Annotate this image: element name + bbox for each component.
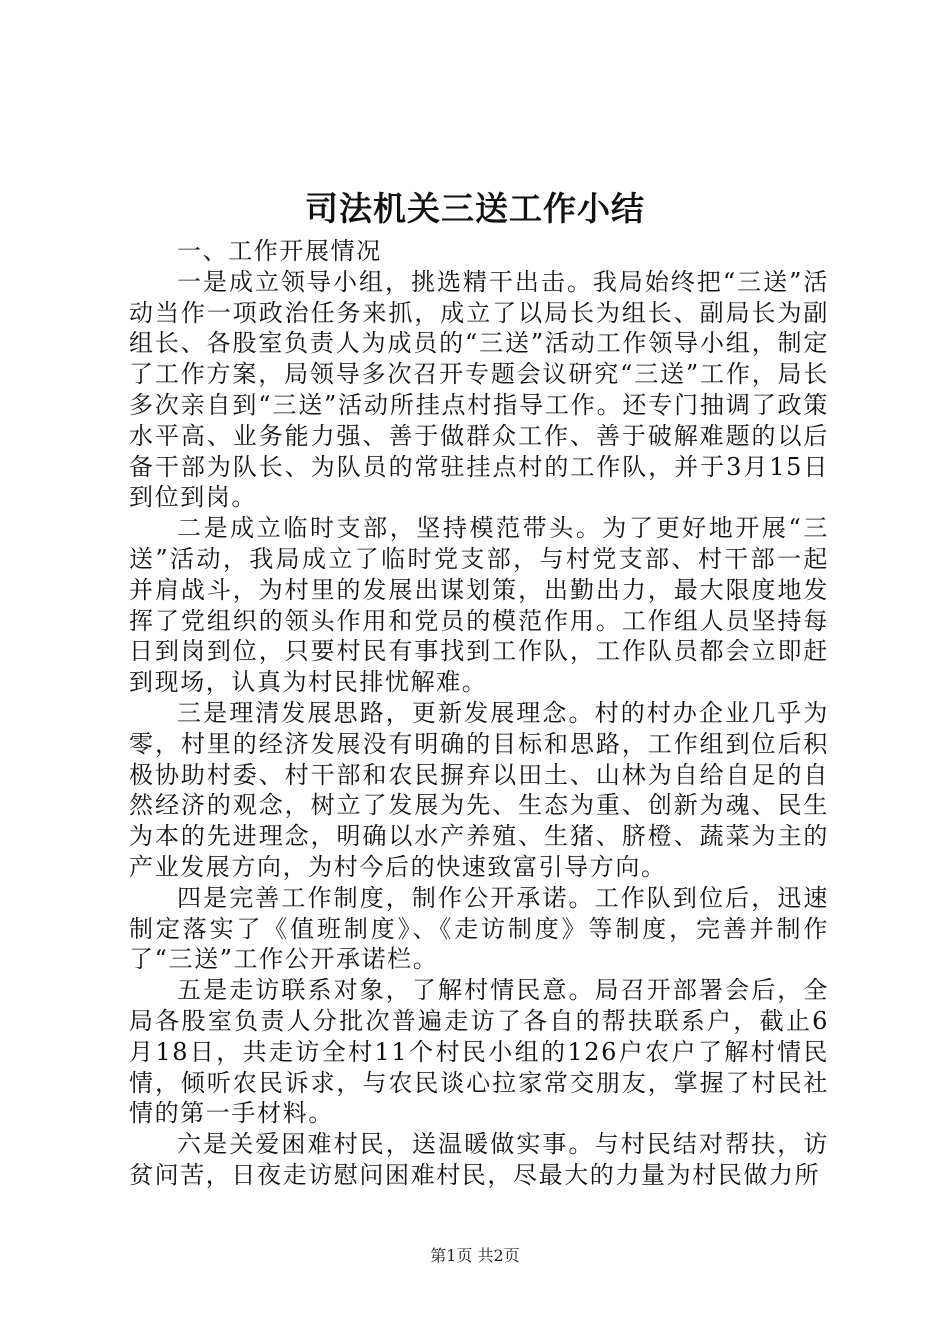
paragraph-6: 六是关爱困难村民，送温暖做实事。与村民结对帮扶，访贫问苦，日夜走访慰问困难村民，尽最大的力量为村民做力所 [129,1130,829,1189]
paragraph-3: 三是理清发展思路，更新发展理念。村的村办企业几乎为零，村里的经济发展没有明确的目标和思路，工作组到位后积极协助村委、村干部和农民摒弃以田土、山林为自给自足的自然经济的观念，树立了发展为先、生态为重、创新为魂、民生为本的先进理念，明确以水产养殖、生猪、脐橙、蔬菜为主的产业发展方向，为村今后的快速致富引导方向。 [129,698,829,881]
paragraph-5: 五是走访联系对象，了解村情民意。局召开部署会后，全局各股室负责人分批次普遍走访了各自的帮扶联系户，截止6月18日，共走访全村11个村民小组的126户农户了解村情民情，倾听农民诉求，与农民谈心拉家常交朋友，掌握了村民社情的第一手材料。 [129,976,829,1128]
paragraph-1: 一是成立领导小组，挑选精干出击。我局始终把“三送”活动当作一项政治任务来抓，成立了以局长为组长、副局长为副组长、各股室负责人为成员的“三送”活动工作领导小组，制定了工作方案，局领导多次召开专题会议研究“三送”工作，局长多次亲自到“三送”活动所挂点村指导工作。还专门抽调了政策水平高、业务能力强、善于做群众工作、善于破解难题的以后备干部为队长、为队员的常驻挂点村的工作队，并于3月15日到位到岗。 [129,267,829,512]
section-heading: 一、工作开展情况 [177,237,382,265]
paragraph-4: 四是完善工作制度，制作公开承诺。工作队到位后，迅速制定落实了《值班制度》、《走访制度》等制度，完善并制作了“三送”工作公开承诺栏。 [129,883,829,974]
document-body [129,236,829,1191]
page-number-footer: 第1页 共2页 [430,1246,520,1265]
document-title: 司法机关三送工作小结 [305,189,645,228]
paragraph-2: 二是成立临时支部，坚持模范带头。为了更好地开展“三送”活动，我局成立了临时党支部，与村党支部、村干部一起并肩战斗，为村里的发展出谋划策，出勤出力，最大限度地发挥了党组织的领头作用和党员的模范作用。工作组人员坚持每日到岗到位，只要村民有事找到工作队，工作队员都会立即赶到现场，认真为村民排忧解难。 [129,514,829,697]
